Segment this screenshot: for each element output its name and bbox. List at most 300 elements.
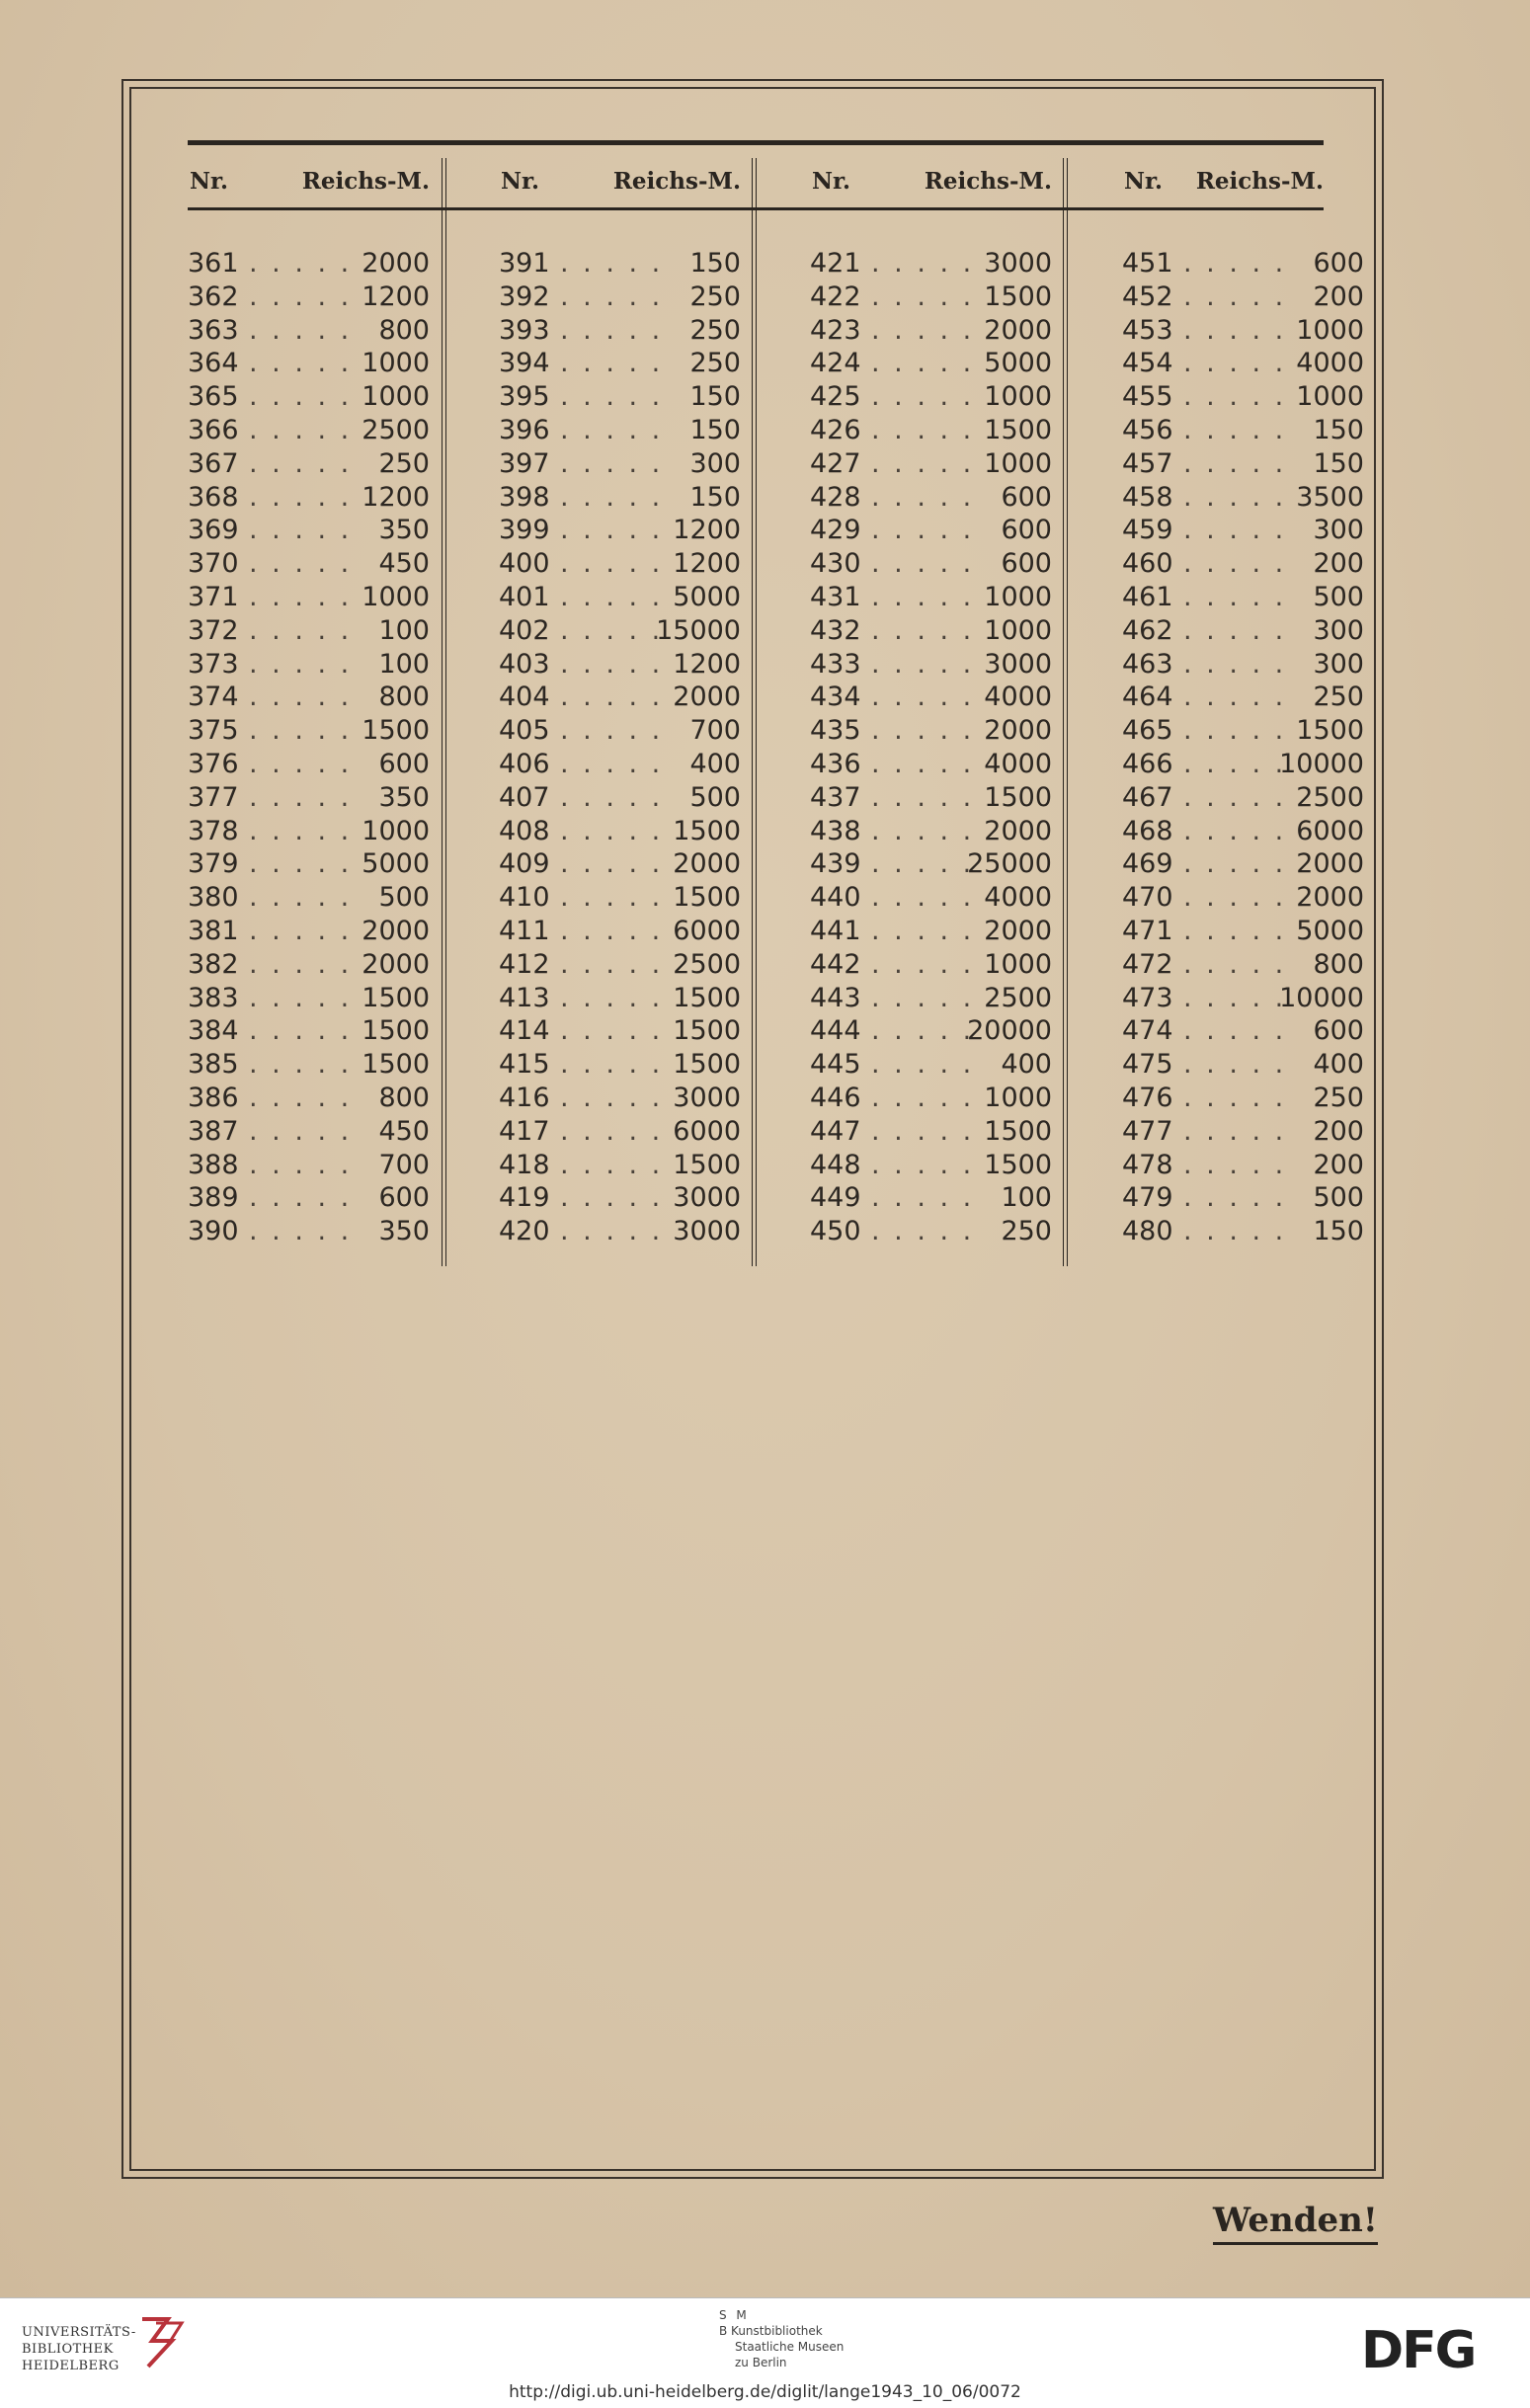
row-amount: 1200 [362,281,430,312]
dot-leader [1183,781,1293,815]
dot-leader [560,1082,670,1115]
dot-leader [1183,347,1293,380]
table-row [1122,547,1364,581]
table-row [499,1082,741,1115]
table-row [810,547,1052,581]
row-number: 364 [188,348,239,379]
dot-leader [1183,547,1293,581]
table-row [188,314,430,348]
row-number: 413 [499,982,550,1013]
row-number: 399 [499,515,550,546]
dot-leader [871,380,981,414]
row-amount: 250 [378,447,430,479]
header-nr: Nr. [812,168,851,195]
source-url[interactable]: http://digi.ub.uni-heidelberg.de/diglit/lange1943_10_06/0072 [509,2382,1021,2402]
row-number: 369 [188,515,239,546]
row-amount: 800 [378,314,430,346]
row-amount: 1000 [984,447,1052,479]
dot-leader [249,414,359,447]
row-amount: 200 [1313,281,1364,312]
row-amount: 1500 [362,1049,430,1081]
header-reichsmark: Reichs-M. [612,168,741,195]
table-row [1122,881,1364,915]
table-row [810,748,1052,781]
row-number: 471 [1122,915,1173,946]
row-amount: 400 [1313,1049,1364,1081]
row-number: 445 [810,1049,861,1081]
table-row [810,915,1052,948]
row-amount: 700 [378,1149,430,1180]
row-number: 465 [1122,715,1173,747]
row-amount: 3000 [673,1082,741,1113]
row-amount: 150 [689,248,741,279]
dot-leader [1183,982,1293,1015]
column-separator [752,158,757,1266]
row-number: 426 [810,414,861,445]
library-name [22,2324,136,2374]
row-number: 427 [810,447,861,479]
row-amount: 350 [378,515,430,546]
row-number: 383 [188,982,239,1013]
dot-leader [560,847,670,881]
table-row [1122,714,1364,748]
row-number: 394 [499,348,550,379]
row-number: 400 [499,548,550,580]
row-amount: 15000 [656,614,741,646]
row-number: 419 [499,1182,550,1214]
header-reichsmark: Reichs-M. [1195,168,1324,195]
table-row [810,847,1052,881]
dot-leader [1183,514,1293,547]
dot-leader [249,1082,359,1115]
table-row [1122,514,1364,547]
row-number: 411 [499,915,550,946]
row-number: 409 [499,848,550,880]
dot-leader [249,915,359,948]
dot-leader [249,247,359,281]
row-amount: 2500 [1296,781,1364,813]
table-row [1122,1181,1364,1215]
dot-leader [1183,314,1293,348]
row-amount: 400 [1001,1049,1052,1081]
table-row [499,948,741,982]
dot-leader [249,1048,359,1082]
row-amount: 25000 [967,848,1052,880]
column-rows [810,247,1052,1248]
table-row [1122,1048,1364,1082]
dot-leader [249,948,359,982]
row-amount: 5000 [673,581,741,612]
dot-leader [249,481,359,515]
row-number: 421 [810,248,861,279]
row-amount: 800 [378,1082,430,1113]
table-row [188,247,430,281]
row-number: 458 [1122,481,1173,513]
table-row [1122,380,1364,414]
table-row [810,815,1052,848]
dot-leader [249,781,359,815]
price-table [188,140,1364,1266]
row-amount: 2500 [984,982,1052,1013]
row-amount: 200 [1313,1115,1364,1147]
row-amount: 2000 [984,815,1052,846]
row-number: 373 [188,648,239,680]
row-number: 425 [810,381,861,413]
row-number: 457 [1122,447,1173,479]
row-number: 424 [810,348,861,379]
table-row [499,982,741,1015]
row-amount: 6000 [673,1115,741,1147]
row-amount: 1500 [673,982,741,1013]
row-number: 422 [810,281,861,312]
table-row [188,815,430,848]
row-amount: 250 [689,281,741,312]
row-amount: 100 [1001,1182,1052,1214]
row-number: 449 [810,1182,861,1214]
table-row [188,1149,430,1182]
dot-leader [871,581,981,614]
row-number: 396 [499,414,550,445]
table-row [499,1215,741,1248]
row-number: 468 [1122,815,1173,846]
dot-leader [871,447,981,481]
row-amount: 500 [1313,1182,1364,1214]
dot-leader [249,614,359,648]
row-number: 367 [188,447,239,479]
header-reichsmark: Reichs-M. [924,168,1052,195]
dot-leader [560,681,670,714]
table-row [810,347,1052,380]
row-number: 466 [1122,748,1173,779]
row-amount: 600 [1001,481,1052,513]
table-row [499,1115,741,1149]
table-row [810,714,1052,748]
row-number: 374 [188,682,239,713]
row-number: 447 [810,1115,861,1147]
row-amount: 700 [689,715,741,747]
row-number: 382 [188,948,239,980]
table-row [1122,748,1364,781]
dot-leader [560,648,670,682]
row-number: 476 [1122,1082,1173,1113]
table-row [188,281,430,314]
row-amount: 3000 [673,1182,741,1214]
dot-leader [560,447,670,481]
table-row [499,514,741,547]
row-amount: 5000 [984,348,1052,379]
row-number: 432 [810,614,861,646]
row-amount: 5000 [362,848,430,880]
dot-leader [249,714,359,748]
dot-leader [1183,1215,1293,1248]
row-number: 474 [1122,1015,1173,1047]
dot-leader [1183,1149,1293,1182]
dot-leader [249,1149,359,1182]
table-row [188,915,430,948]
table-row [499,714,741,748]
dot-leader [560,748,670,781]
table-row [188,514,430,547]
row-amount: 1500 [1296,715,1364,747]
row-amount: 350 [378,1216,430,1247]
table-row [1122,314,1364,348]
row-number: 460 [1122,548,1173,580]
table-row [499,481,741,515]
table-row [499,748,741,781]
dot-leader [560,314,670,348]
table-row [810,1181,1052,1215]
table-row [188,581,430,614]
table-row [499,1014,741,1048]
dot-leader [249,581,359,614]
table-row [810,648,1052,682]
dot-leader [249,380,359,414]
dot-leader [1183,481,1293,515]
table-row [188,847,430,881]
table-row [188,1014,430,1048]
table-row [499,581,741,614]
column-separator [1063,158,1068,1266]
table-row [810,881,1052,915]
row-amount: 2000 [362,248,430,279]
library-name-line: BIBLIOTHEK [22,2342,114,2357]
table-row [810,380,1052,414]
row-number: 434 [810,682,861,713]
dot-leader [871,1048,981,1082]
row-amount: 600 [1001,515,1052,546]
row-number: 448 [810,1149,861,1180]
dot-leader [1183,681,1293,714]
row-amount: 4000 [984,748,1052,779]
table-row [1122,247,1364,281]
table-row [1122,347,1364,380]
table-row [810,314,1052,348]
dot-leader [1183,1181,1293,1215]
column-header [188,168,430,201]
row-number: 464 [1122,682,1173,713]
row-number: 372 [188,614,239,646]
dot-leader [871,982,981,1015]
row-number: 395 [499,381,550,413]
table-row [188,380,430,414]
row-amount: 1000 [984,581,1052,612]
row-number: 428 [810,481,861,513]
table-row [499,547,741,581]
table-row [810,948,1052,982]
table-row [1122,1115,1364,1149]
row-number: 442 [810,948,861,980]
row-amount: 500 [1313,581,1364,612]
table-row [188,1115,430,1149]
dot-leader [1183,1014,1293,1048]
row-amount: 2000 [1296,882,1364,914]
dot-leader [1183,748,1293,781]
dot-leader [249,347,359,380]
dot-leader [871,314,981,348]
table-row [188,1082,430,1115]
dot-leader [560,1215,670,1248]
dot-leader [1183,281,1293,314]
row-number: 388 [188,1149,239,1180]
row-amount: 1500 [673,1049,741,1081]
table-row [188,881,430,915]
dot-leader [871,948,981,982]
column-header [810,168,1052,201]
row-number: 389 [188,1182,239,1214]
dot-leader [249,281,359,314]
header-nr: Nr. [190,168,229,195]
row-amount: 1200 [673,515,741,546]
dot-leader [871,881,981,915]
row-number: 405 [499,715,550,747]
table-row [188,648,430,682]
row-number: 371 [188,581,239,612]
museum-credit [719,2307,844,2370]
dot-leader [1183,915,1293,948]
dot-leader [1183,881,1293,915]
row-number: 418 [499,1149,550,1180]
row-number: 401 [499,581,550,612]
row-number: 414 [499,1015,550,1047]
row-amount: 3000 [673,1216,741,1247]
table-row [1122,982,1364,1015]
table-row [188,547,430,581]
row-amount: 500 [378,882,430,914]
row-amount: 6000 [673,915,741,946]
table-row [1122,815,1364,848]
table-row [810,1014,1052,1048]
dot-leader [871,815,981,848]
row-number: 407 [499,781,550,813]
row-number: 472 [1122,948,1173,980]
table-row [810,1048,1052,1082]
dot-leader [249,1014,359,1048]
row-number: 477 [1122,1115,1173,1147]
row-number: 412 [499,948,550,980]
row-amount: 300 [1313,515,1364,546]
table-row [188,481,430,515]
table-row [1122,614,1364,648]
table-row [188,614,430,648]
dot-leader [871,915,981,948]
row-number: 462 [1122,614,1173,646]
row-number: 451 [1122,248,1173,279]
row-number: 370 [188,548,239,580]
row-number: 443 [810,982,861,1013]
row-amount: 1500 [984,1149,1052,1180]
table-row [810,982,1052,1015]
table-row [810,247,1052,281]
dot-leader [871,748,981,781]
row-number: 444 [810,1015,861,1047]
row-number: 398 [499,481,550,513]
row-number: 406 [499,748,550,779]
row-amount: 300 [689,447,741,479]
table-row [499,815,741,848]
dot-leader [1183,247,1293,281]
dot-leader [560,948,670,982]
dot-leader [560,614,670,648]
row-number: 441 [810,915,861,946]
table-row [188,681,430,714]
dot-leader [560,1149,670,1182]
row-number: 439 [810,848,861,880]
row-amount: 2000 [362,948,430,980]
row-amount: 3000 [984,648,1052,680]
row-amount: 600 [378,1182,430,1214]
row-amount: 4000 [1296,348,1364,379]
dot-leader [1183,614,1293,648]
row-number: 479 [1122,1182,1173,1214]
column-separator [442,158,446,1266]
dot-leader [871,547,981,581]
row-number: 366 [188,414,239,445]
dot-leader [560,1048,670,1082]
table-row [499,447,741,481]
dot-leader [560,380,670,414]
row-amount: 800 [1313,948,1364,980]
library-name-line: HEIDELBERG [22,2359,120,2373]
row-amount: 350 [378,781,430,813]
row-amount: 100 [378,648,430,680]
dot-leader [560,247,670,281]
row-number: 387 [188,1115,239,1147]
row-number: 459 [1122,515,1173,546]
row-amount: 2000 [984,314,1052,346]
table-row [810,1115,1052,1149]
dot-leader [1183,447,1293,481]
table-row [1122,948,1364,982]
row-amount: 6000 [1296,815,1364,846]
dot-leader [871,1115,981,1149]
row-amount: 250 [1313,682,1364,713]
dot-leader [1183,1115,1293,1149]
row-number: 378 [188,815,239,846]
table-row [499,1181,741,1215]
row-amount: 600 [1313,1015,1364,1047]
dot-leader [560,581,670,614]
row-amount: 150 [1313,447,1364,479]
row-amount: 2500 [673,948,741,980]
row-number: 420 [499,1216,550,1247]
row-amount: 150 [1313,414,1364,445]
row-number: 431 [810,581,861,612]
table-row [499,648,741,682]
row-amount: 1000 [984,948,1052,980]
row-number: 463 [1122,648,1173,680]
table-row [188,1048,430,1082]
row-number: 361 [188,248,239,279]
row-number: 453 [1122,314,1173,346]
row-amount: 1500 [673,882,741,914]
table-row [810,681,1052,714]
column-rows [499,247,741,1248]
row-amount: 600 [1313,248,1364,279]
dot-leader [249,847,359,881]
row-number: 392 [499,281,550,312]
table-row [499,347,741,380]
table-row [1122,681,1364,714]
header-nr: Nr. [1124,168,1164,195]
table-row [499,847,741,881]
row-number: 436 [810,748,861,779]
dot-leader [560,815,670,848]
dot-leader [249,982,359,1015]
dot-leader [1183,948,1293,982]
table-row [499,881,741,915]
dot-leader [871,414,981,447]
row-amount: 1500 [673,1149,741,1180]
